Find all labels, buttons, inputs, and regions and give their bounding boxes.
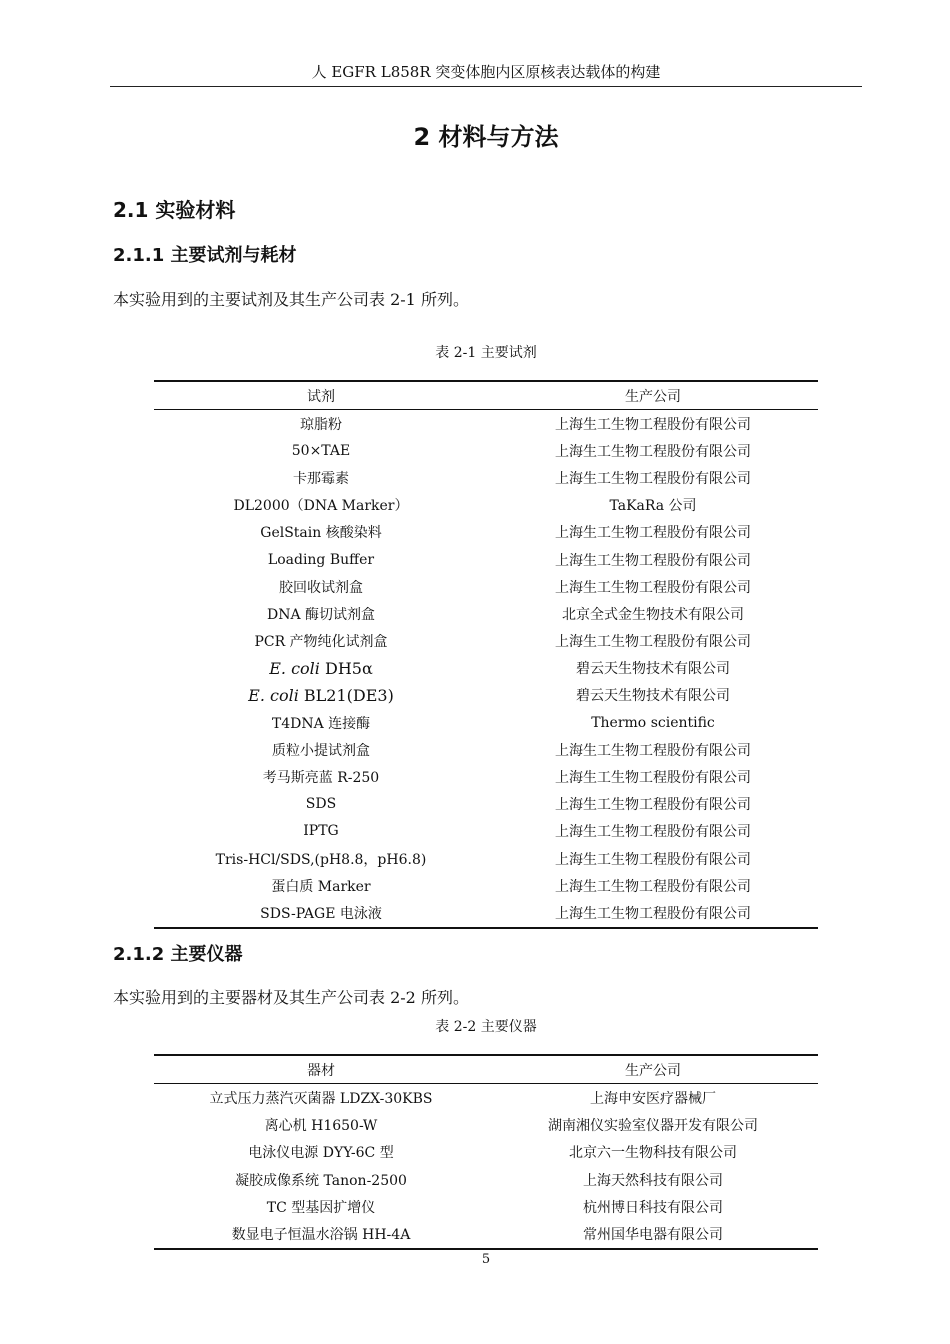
manufacturer-cell: 上海申安医疗器械厂 xyxy=(590,1090,716,1107)
table-row xyxy=(154,709,818,736)
reagents-intro-paragraph: 本实验用到的主要试剂及其生产公司表 2-1 所列。 xyxy=(113,290,469,309)
table-row xyxy=(154,791,818,818)
reagent-cell: DNA 酶切试剂盒 xyxy=(266,606,376,623)
table-row xyxy=(154,818,818,845)
table-row xyxy=(154,628,818,655)
manufacturer-cell: TaKaRa 公司 xyxy=(609,498,697,515)
running-header: 人 EGFR L858R 突变体胞内区原核表达载体的构建 xyxy=(311,63,661,81)
manufacturer-cell: 上海生工生物工程股份有限公司 xyxy=(555,824,751,841)
reagent-cell xyxy=(154,655,488,682)
chapter-title: 2 材料与方法 xyxy=(413,123,559,151)
strain-name: BL21(DE3) xyxy=(303,685,394,705)
species-name-italic: E. coli xyxy=(248,685,304,705)
manufacturer-cell: 上海生工生物工程股份有限公司 xyxy=(555,552,751,569)
reagent-cell: Tris-HCl/SDS,(pH8.8，pH6.8) xyxy=(215,851,427,868)
manufacturer-cell: 上海生工生物工程股份有限公司 xyxy=(555,470,751,487)
reagent-cell: 蛋白质 Marker xyxy=(271,878,371,895)
manufacturer-cell: 杭州博日科技有限公司 xyxy=(583,1199,723,1216)
manufacturer-cell: 上海生工生物工程股份有限公司 xyxy=(555,579,751,596)
strain-name: DH5α xyxy=(325,658,373,678)
reagent-cell: IPTG xyxy=(303,823,339,840)
instruments-table xyxy=(154,1054,818,1250)
table-row xyxy=(154,546,818,573)
header-rule xyxy=(110,86,862,87)
manufacturer-cell: 湖南湘仪实验室仪器开发有限公司 xyxy=(548,1117,758,1134)
manufacturer-cell: 上海生工生物工程股份有限公司 xyxy=(555,905,751,922)
reagent-cell: PCR 产物纯化试剂盒 xyxy=(254,634,388,651)
manufacturer-cell: Thermo scientific xyxy=(591,714,715,731)
table-1-caption: 表 2-1 主要试剂 xyxy=(435,345,537,361)
column-header-reagent: 试剂 xyxy=(154,381,488,410)
column-header-manufacturer: 生产公司 xyxy=(488,1055,818,1084)
table-row xyxy=(154,845,818,872)
manufacturer-cell: 上海生工生物工程股份有限公司 xyxy=(555,443,751,460)
reagent-cell: 胶回收试剂盒 xyxy=(279,579,363,596)
reagent-cell: T4DNA 连接酶 xyxy=(271,715,371,732)
equipment-cell: 立式压力蒸汽灭菌器 LDZX-30KBS xyxy=(209,1090,433,1107)
reagent-cell: GelStain 核酸染料 xyxy=(260,525,382,542)
table-row xyxy=(154,1166,818,1193)
species-name-italic: E. coli xyxy=(269,658,325,678)
section-heading-2-1-2: 2.1.2 主要仪器 xyxy=(113,944,243,965)
manufacturer-cell: 北京六一生物科技有限公司 xyxy=(569,1145,737,1162)
reagent-cell: Loading Buffer xyxy=(267,551,375,568)
table-row xyxy=(154,736,818,763)
manufacturer-cell: 上海生工生物工程股份有限公司 xyxy=(555,878,751,895)
table-row xyxy=(154,1193,818,1220)
manufacturer-cell: 上海生工生物工程股份有限公司 xyxy=(555,851,751,868)
reagent-cell: SDS-PAGE 电泳液 xyxy=(260,905,382,922)
column-header-manufacturer: 生产公司 xyxy=(488,381,818,410)
equipment-cell: 电泳仪电源 DYY-6C 型 xyxy=(248,1145,394,1162)
reagent-cell: SDS xyxy=(305,796,337,813)
table-2-caption: 表 2-2 主要仪器 xyxy=(435,1019,537,1035)
manufacturer-cell: 碧云天生物技术有限公司 xyxy=(576,661,730,678)
manufacturer-cell: 上海生工生物工程股份有限公司 xyxy=(555,742,751,759)
table-row xyxy=(154,600,818,627)
manufacturer-cell: 上海生工生物工程股份有限公司 xyxy=(555,770,751,787)
table-row xyxy=(154,1220,818,1248)
table-row xyxy=(154,682,818,709)
equipment-cell: 数显电子恒温水浴锅 HH-4A xyxy=(231,1227,411,1244)
reagent-cell: DL2000（DNA Marker） xyxy=(233,498,409,515)
reagent-cell: 50×TAE xyxy=(291,442,351,459)
table-row xyxy=(154,410,818,438)
table-row xyxy=(154,1139,818,1166)
table-row xyxy=(154,872,818,899)
reagents-table xyxy=(154,380,818,929)
table-row xyxy=(154,437,818,464)
reagent-cell: 考马斯亮蓝 R-250 xyxy=(262,770,380,787)
table-header-row xyxy=(154,381,818,410)
manufacturer-cell: 上海生工生物工程股份有限公司 xyxy=(555,634,751,651)
table-row xyxy=(154,519,818,546)
manufacturer-cell: 常州国华电器有限公司 xyxy=(583,1227,723,1244)
equipment-cell: 凝胶成像系统 Tanon-2500 xyxy=(235,1172,407,1189)
table-row xyxy=(154,763,818,790)
table-row xyxy=(154,573,818,600)
manufacturer-cell: 上海生工生物工程股份有限公司 xyxy=(555,416,751,433)
section-heading-2-1-1: 2.1.1 主要试剂与耗材 xyxy=(113,245,297,266)
manufacturer-cell: 北京全式金生物技术有限公司 xyxy=(562,606,744,623)
reagent-cell: 质粒小提试剂盒 xyxy=(272,742,370,759)
table-row xyxy=(154,492,818,519)
table-row xyxy=(154,1084,818,1112)
section-heading-2-1: 2.1 实验材料 xyxy=(113,198,236,222)
table-row xyxy=(154,899,818,927)
table-row xyxy=(154,464,818,491)
manufacturer-cell: 上海生工生物工程股份有限公司 xyxy=(555,797,751,814)
manufacturer-cell: 上海天然科技有限公司 xyxy=(583,1172,723,1189)
page-number: 5 xyxy=(481,1252,491,1267)
reagent-cell: 卡那霉素 xyxy=(293,470,349,487)
instruments-intro-paragraph: 本实验用到的主要器材及其生产公司表 2-2 所列。 xyxy=(113,988,469,1007)
column-header-equipment: 器材 xyxy=(154,1055,488,1084)
table-row xyxy=(154,655,818,682)
reagent-cell xyxy=(154,682,488,709)
manufacturer-cell: 上海生工生物工程股份有限公司 xyxy=(555,525,751,542)
reagent-cell: 琼脂粉 xyxy=(300,416,342,433)
table-row xyxy=(154,1111,818,1138)
manufacturer-cell: 碧云天生物技术有限公司 xyxy=(576,688,730,705)
equipment-cell: 离心机 H1650-W xyxy=(264,1117,378,1134)
table-header-row xyxy=(154,1055,818,1084)
equipment-cell: TC 型基因扩增仪 xyxy=(266,1199,376,1216)
